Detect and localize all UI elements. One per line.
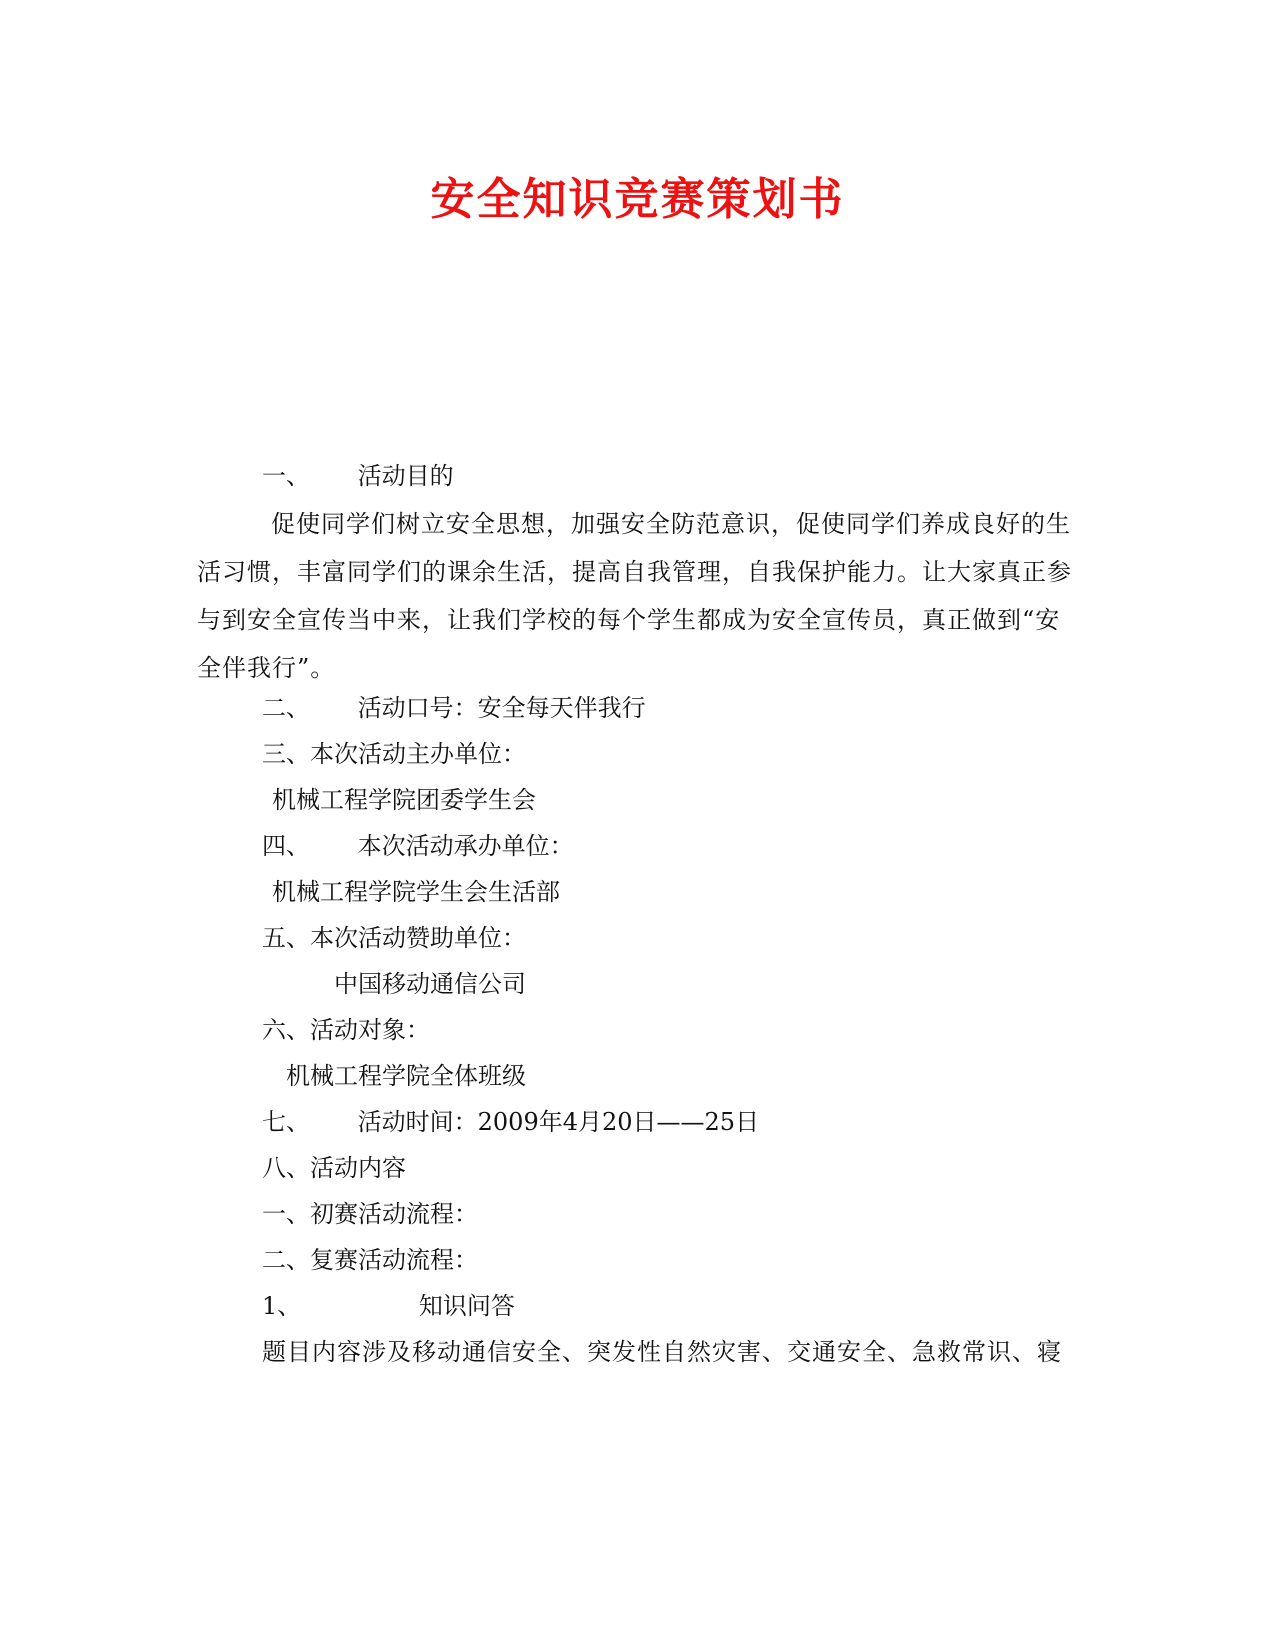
section-4-heading xyxy=(262,830,574,862)
subsection-1-heading: 一、初赛活动流程： xyxy=(262,1200,478,1228)
item-1-paragraph: 题目内容涉及移动通信安全、突发性自然灾害、交通安全、急救常识、寝 xyxy=(262,1338,1062,1366)
purpose-paragraph: 促使同学们树立安全思想，加强安全防范意识，促使同学们养成良好的生活习惯，丰富同学们的课余生活，提高自我管理，自我保护能力。让大家真正参与到安全宣传当中来，让我们学校的每个学生都成为安全宣传员，真正做到“安全伴我行”。 xyxy=(197,510,1072,682)
section-4-number: 四、 xyxy=(262,832,310,860)
section-5-heading: 五、本次活动赞助单位： xyxy=(262,924,526,952)
item-1-number: 1、 xyxy=(262,1292,302,1320)
section-1-label: 活动目的 xyxy=(357,462,454,490)
section-2-heading xyxy=(262,692,646,724)
section-4-label: 本次活动承办单位： xyxy=(357,832,574,860)
section-4-value: 机械工程学院学生会生活部 xyxy=(272,878,560,906)
section-7-number: 七、 xyxy=(262,1108,310,1136)
section-2-label: 活动口号：安全每天伴我行 xyxy=(357,694,646,722)
item-1-label: 知识问答 xyxy=(418,1292,515,1320)
document-title: 安全知识竞赛策划书 xyxy=(430,174,845,225)
section-7-heading xyxy=(262,1106,759,1138)
section-2-number: 二、 xyxy=(262,694,310,722)
section-5-value: 中国移动通信公司 xyxy=(334,970,526,998)
section-6-value: 机械工程学院全体班级 xyxy=(286,1062,526,1090)
section-7-label: 活动时间：2009年4月20日——25日 xyxy=(357,1108,760,1136)
section-3-value: 机械工程学院团委学生会 xyxy=(272,786,536,814)
section-1-heading xyxy=(262,460,454,492)
section-8-heading: 八、活动内容 xyxy=(262,1154,406,1182)
section-6-heading: 六、活动对象： xyxy=(262,1016,430,1044)
section-3-heading: 三、本次活动主办单位： xyxy=(262,740,526,768)
item-1-heading xyxy=(262,1290,515,1322)
section-1-number: 一、 xyxy=(262,462,310,490)
subsection-2-heading: 二、复赛活动流程： xyxy=(262,1246,478,1274)
